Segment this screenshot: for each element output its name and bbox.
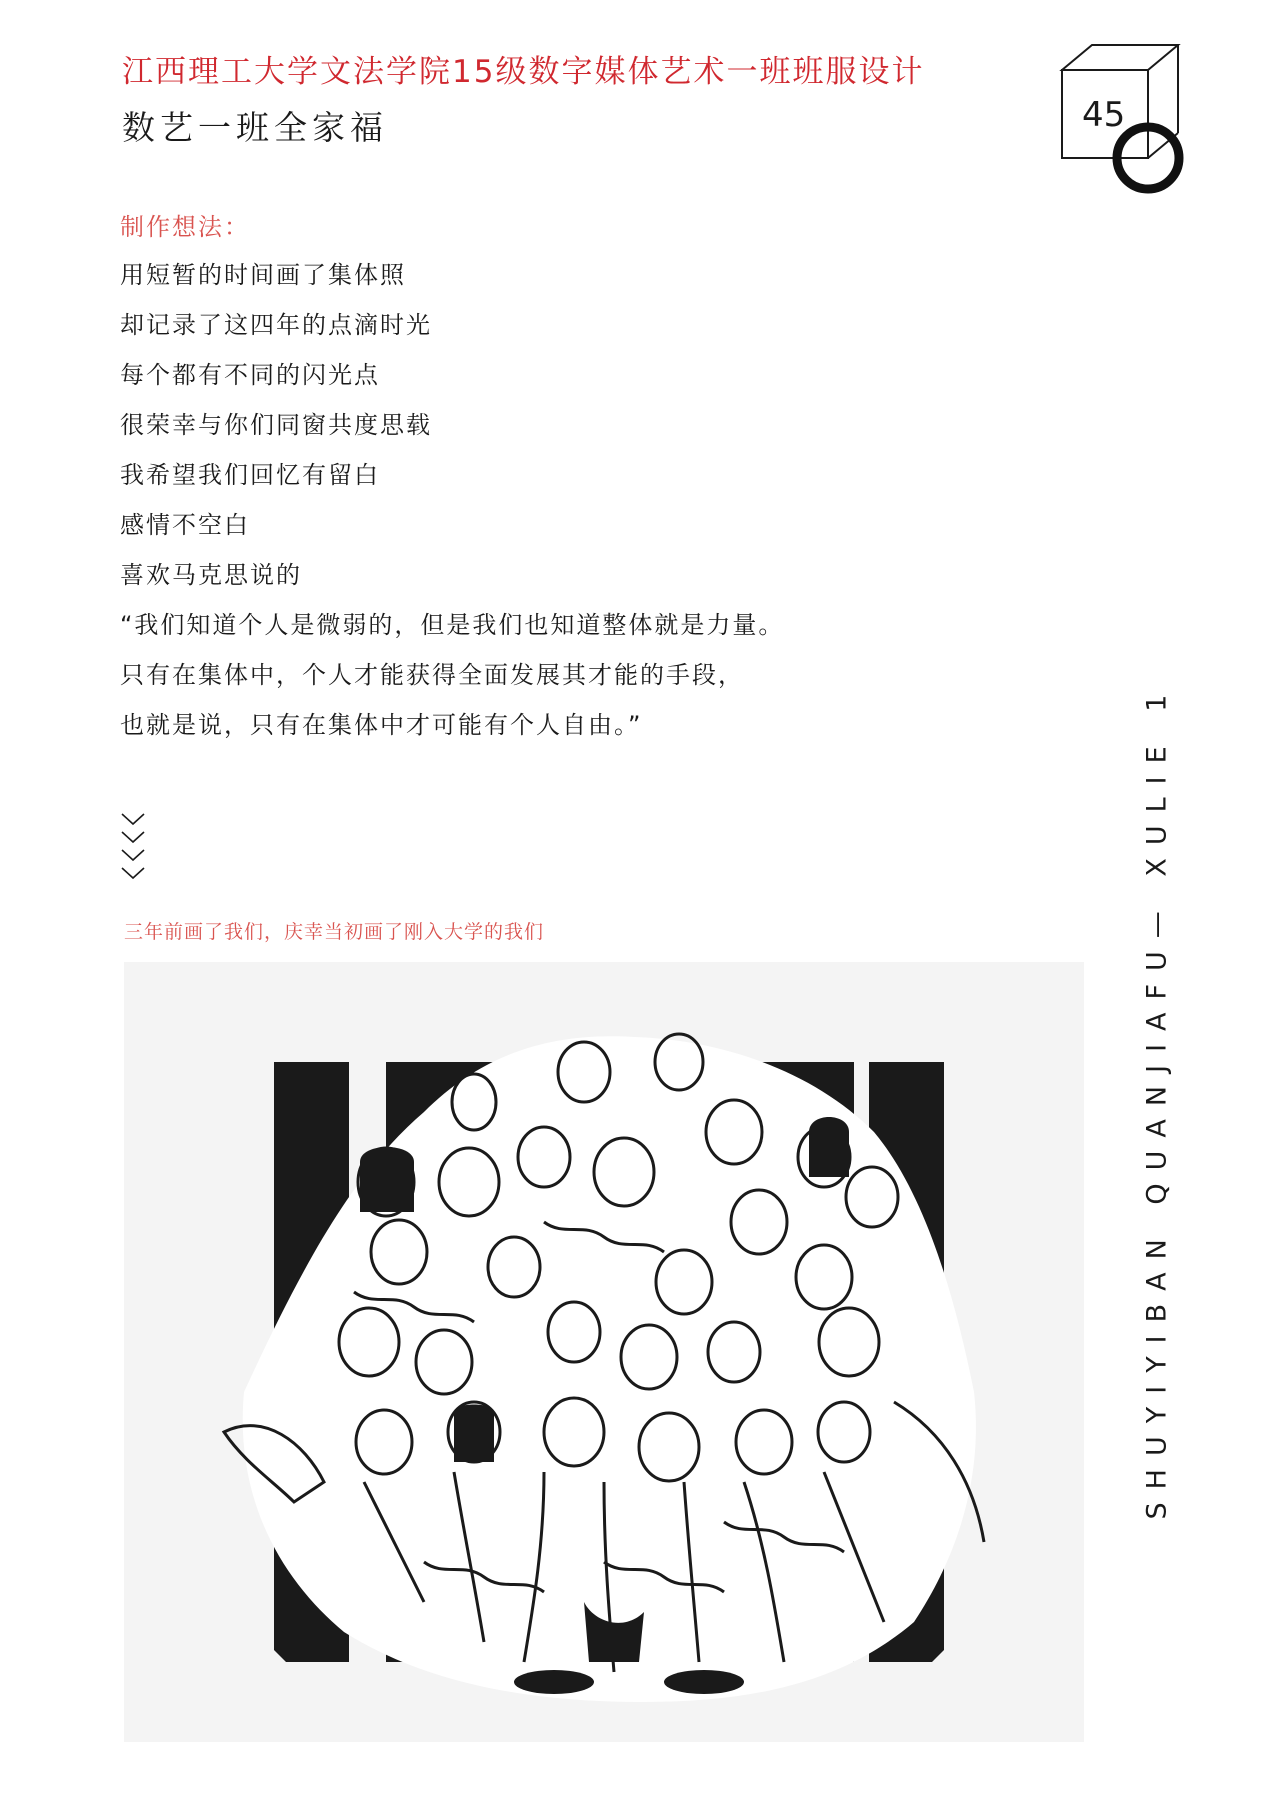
poem-line: 只有在集体中，个人才能获得全面发展其才能的手段， [120,661,744,689]
group-illustration [124,962,1084,1742]
poem-line: 也就是说，只有在集体中才可能有个人自由。” [120,711,643,739]
chevron-down-icon [120,812,146,880]
vertical-side-text [1117,440,1197,1760]
poem-line: 每个都有不同的闪光点 [120,361,380,389]
page-title: 江西理工大学文法学院15级数字媒体艺术一班班服设计 [122,54,925,90]
page-number: 45 [1082,95,1126,135]
poem-line: “我们知道个人是微弱的，但是我们也知道整体就是力量。 [120,611,785,639]
page-subtitle: 数艺一班全家福 [122,108,388,147]
poem-text [120,258,784,758]
poem-line: 感情不空白 [120,511,250,539]
poem-line: 很荣幸与你们同窗共度思载 [120,411,432,439]
cube-logo-icon [1050,40,1185,200]
poem-line: 喜欢马克思说的 [120,561,302,589]
poem-line: 我希望我们回忆有留白 [120,461,380,489]
poem-line: 却记录了这四年的点滴时光 [120,311,432,339]
side-text: SHUYIYIBAN QUANJIAFU— XULIE 1 [1141,681,1173,1519]
poem-line: 用短暂的时间画了集体照 [120,261,406,289]
image-caption: 三年前画了我们，庆幸当初画了刚入大学的我们 [124,921,545,943]
section-label: 制作想法： [120,213,250,241]
